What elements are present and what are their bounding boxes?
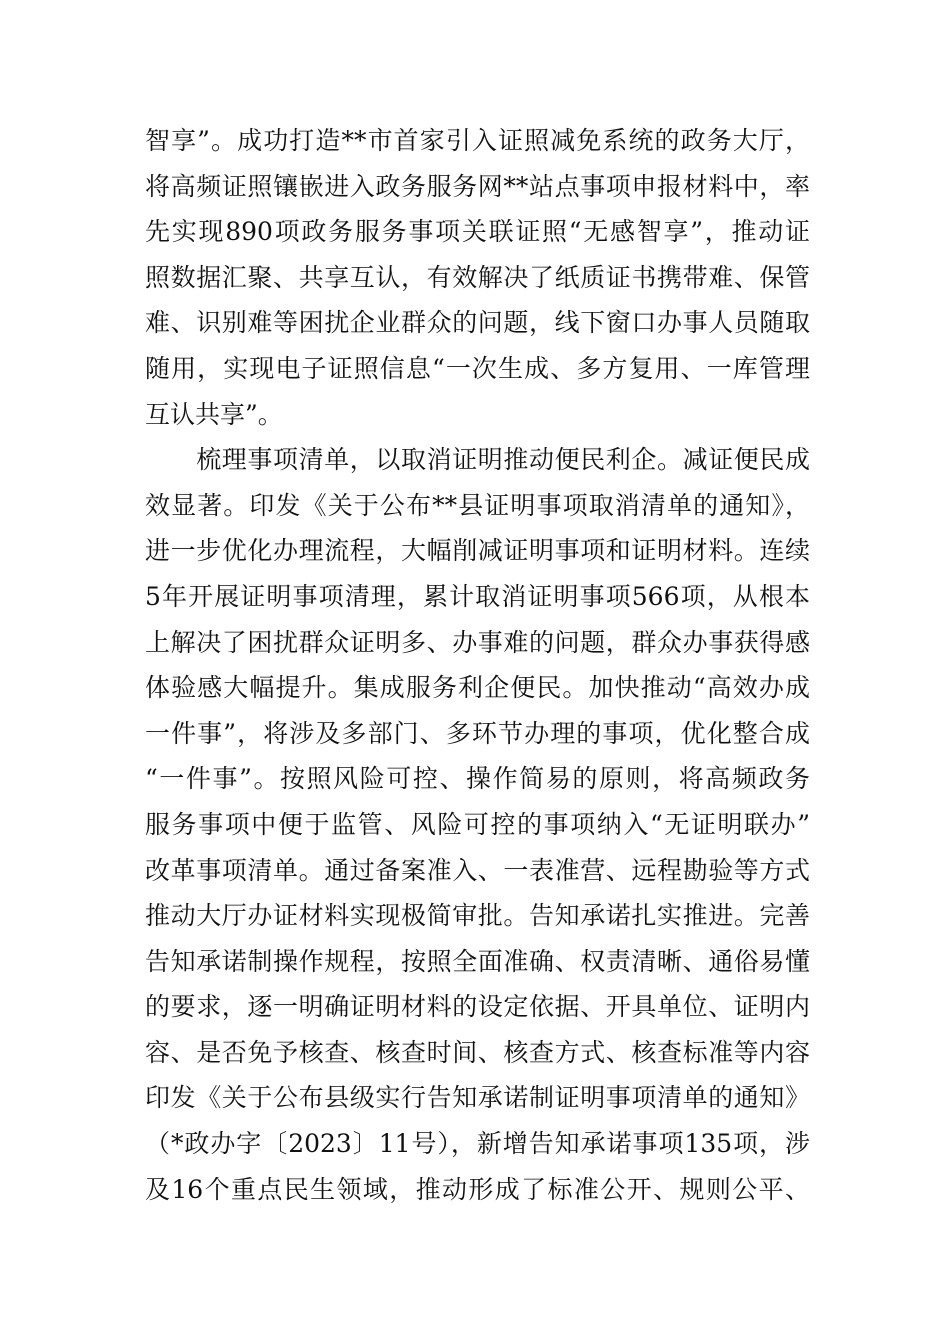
text-line: 改革事项清单。通过备案准入、一表准营、远程勘验等方式 xyxy=(145,855,810,885)
text-line: 智享”。成功打造**市首家引入证照减免系统的政务大厅， xyxy=(145,126,810,155)
text-line: 服务事项中便于监管、风险可控的事项纳入“无证明联办” xyxy=(145,809,810,839)
text-line: 体验感大幅提升。集成服务利企便民。加快推动“高效办成 xyxy=(145,673,810,703)
text-line: 上解决了困扰群众证明多、办事难的问题，群众办事获得感 xyxy=(145,627,810,657)
text-line: 梳理事项清单，以取消证明推动便民利企。减证便民成 xyxy=(145,445,810,475)
text-line: 印发《关于公布县级实行告知承诺制证明事项清单的通知》 xyxy=(145,1083,810,1113)
text-line: 进一步优化办理流程，大幅削减证明事项和证明材料。连续 xyxy=(145,536,810,566)
text-line: 告知承诺制操作规程，按照全面准确、权责清晰、通俗易懂 xyxy=(145,946,810,976)
text-line: 先实现890项政务服务事项关联证照“无感智享”，推动证 xyxy=(145,217,810,247)
text-line: 的要求，逐一明确证明材料的设定依据、开具单位、证明内 xyxy=(145,992,810,1022)
text-line: （*政办字〔2023〕11号），新增告知承诺事项135项，涉 xyxy=(145,1129,810,1159)
text-line: 推动大厅办证材料实现极简审批。告知承诺扎实推进。完善 xyxy=(145,901,810,931)
text-line: “一件事”。按照风险可控、操作简易的原则，将高频政务 xyxy=(145,764,810,794)
text-line: 互认共享”。 xyxy=(145,399,283,429)
text-line: 难、识别难等困扰企业群众的问题，线下窗口办事人员随取 xyxy=(145,308,810,338)
text-line: 及16个重点民生领域，推动形成了标准公开、规则公平、 xyxy=(145,1174,810,1204)
text-line: 一件事”，将涉及多部门、多环节办理的事项，优化整合成 xyxy=(145,718,810,748)
text-line: 容、是否免予核查、核查时间、核查方式、核查标准等内容 xyxy=(145,1037,810,1067)
text-line: 照数据汇聚、共享互认，有效解决了纸质证书携带难、保管 xyxy=(145,262,810,292)
text-line: 效显著。印发《关于公布**县证明事项取消清单的通知》， xyxy=(145,490,810,520)
body-text xyxy=(145,118,810,1212)
text-line: 随用，实现电子证照信息“一次生成、多方复用、一库管理 xyxy=(145,353,810,383)
text-line: 5年开展证明事项清理，累计取消证明事项566项，从根本 xyxy=(145,581,810,611)
text-line: 将高频证照镶嵌进入政务服务网**站点事项申报材料中，率 xyxy=(145,171,810,201)
